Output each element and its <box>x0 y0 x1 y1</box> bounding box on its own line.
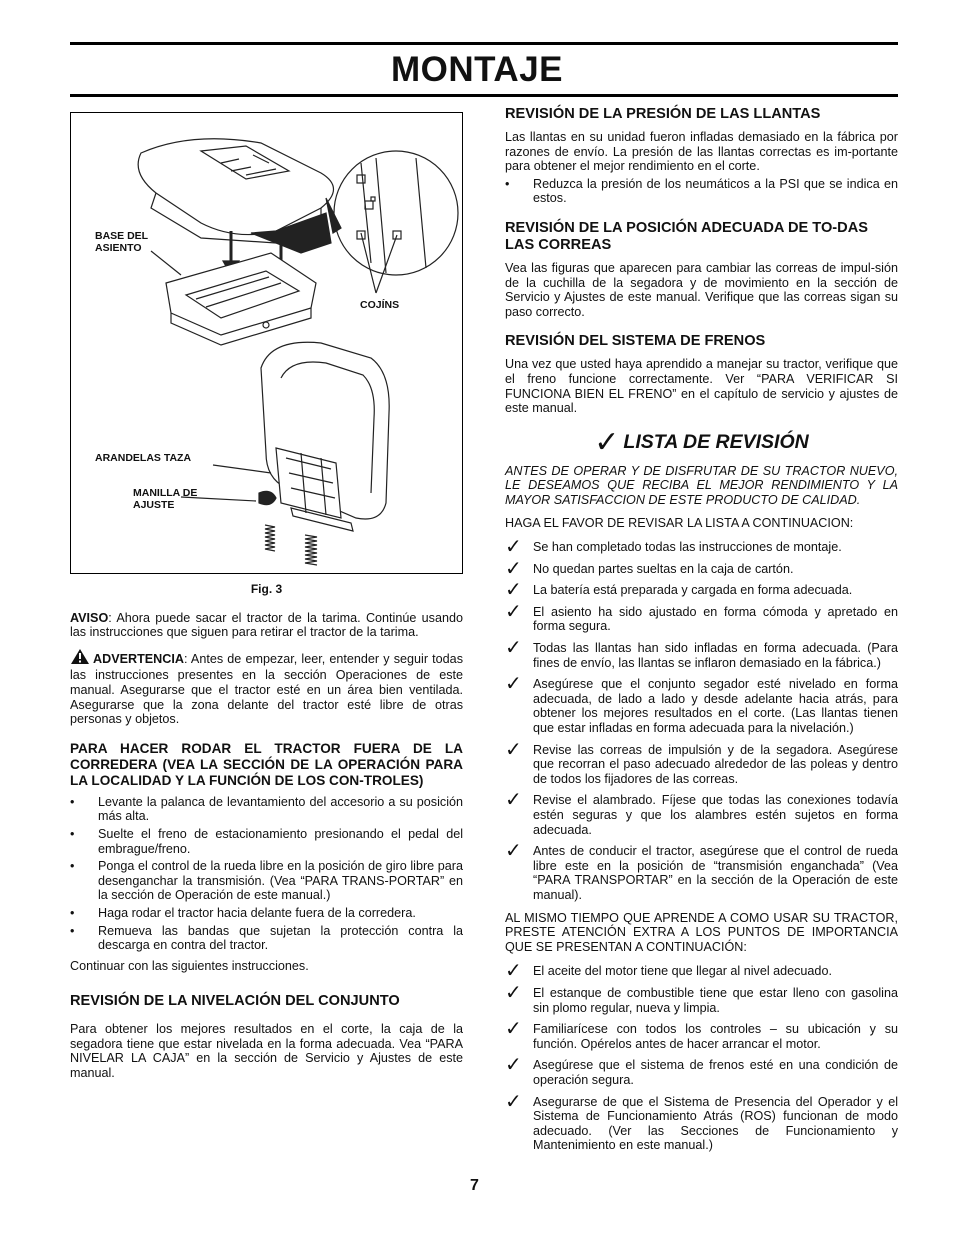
list-item: • Reduzca la presión de los neumáticos a la PSI que se indica en estos. <box>505 177 898 206</box>
advertencia-text: : Antes de empezar, leer, entender y seguir todas las instrucciones presentes en la sección Operaciones de este manual. Asegurarse que el tractor esté en un área bien ventilada. Asegurarse que la zona delante del tractor esté libre de otras personas y objetos. <box>70 651 463 727</box>
checklist-item: ✓ Todas las llantas han sido infladas en forma adecuada. (Para fines de envío, las llantas se inflaron demasiado en la fábrica.) <box>505 637 898 670</box>
list-item: • Ponga el control de la rueda libre en la posición de giro libre para desenganchar la transmisión. (Vea “PARA TRANS-PORTAR” en la sección de Operación de este manual.) <box>70 859 463 903</box>
checkmark-icon: ✓ <box>505 960 522 983</box>
checkmark-icon: ✓ <box>505 1018 522 1041</box>
checklist-item: ✓ Antes de conducir el tractor, asegúrese que el control de rueda libre este en la posición de “transmisión enganchada” (Vea “PARA TRANSPORTAR” en la sección de la Operación de este manual). <box>505 840 898 902</box>
figure-3 <box>70 112 463 574</box>
belt-text: Vea las figuras que aparecen para cambiar las correas de impul-sión de la cuchilla de la segadora y de movimiento en la sección de Servicio y Ajustes de este manual. Verifique que las correas sigan su paso correcto. <box>505 260 898 319</box>
label-seat-base: BASE DEL ASIENTO <box>95 230 149 254</box>
checklist-item: ✓ Revise las correas de impulsión y de la segadora. Asegúrese que recorran el paso adecuado alrededor de las poleas y dentro de todos los fijadores de las correas. <box>505 738 898 786</box>
advertencia-label: ADVERTENCIA <box>93 651 184 666</box>
continue-text: Continuar con las siguientes instrucciones. <box>70 958 309 973</box>
checkmark-icon: ✓ <box>505 536 522 559</box>
checkmark-icon: ✓ <box>505 981 522 1004</box>
label-cushions: COJÍNS <box>360 299 400 311</box>
checkmark-icon: ✓ <box>505 789 522 812</box>
checklist-item: ✓ Asegurarse de que el Sistema de Presencia del Operador y el Sistema de Funcionamiento Atrás (ROS) funcionan de modo adecuado. (Ver las Secciones de Funcionamiento y Mantenimiento en este manual.) <box>505 1090 898 1153</box>
checkmark-icon: ✓ <box>505 637 522 660</box>
checkmark-icon: ✓ <box>594 425 620 459</box>
checkmark-icon: ✓ <box>505 673 522 696</box>
checklist-item: ✓ Asegúrese que el conjunto segador esté nivelado en forma adecuada, de lado a lado y desde adelante hacia atrás, para obtener los mejores resultados en el corte. (Las llantas tienen que estar infladas en forma adecuada para la nivelación.) <box>505 673 898 736</box>
leveling-text: Para obtener los mejores resultados en el corte, la caja de la segadora tiene que estar nivelada en la forma adecuada. Vea “PARA NIVELAR LA CAJA” en la sección de Servicio y Ajustes de este manual. <box>70 1022 463 1081</box>
list-item: • Suelte el freno de estacionamiento presionando el pedal del embrague/freno. <box>70 827 463 856</box>
tire-pressure-heading: REVISIÓN DE LA PRESIÓN DE LAS LLANTAS <box>505 106 821 122</box>
list-item: • Remueva las bandas que sujetan la protección contra la descarga en contra del tractor. <box>70 924 463 953</box>
push-steps-list <box>70 795 463 953</box>
checklist-item: ✓ El asiento ha sido ajustado en forma cómoda y apretado en forma segura. <box>505 600 898 634</box>
left-column <box>70 112 463 1089</box>
title-rule <box>70 94 898 97</box>
checklist-item: ✓ Asegúrese que el sistema de frenos esté en una condición de operación segura. <box>505 1054 898 1087</box>
checklist-item: ✓ Se han completado todas las instrucciones de montaje. <box>505 536 842 559</box>
tire-bullet-list <box>505 177 898 206</box>
checkmark-icon: ✓ <box>505 1054 522 1077</box>
learn-lead: AL MISMO TIEMPO QUE APRENDE A COMO USAR SU TRACTOR, PRESTE ATENCIÓN EXTRA A LOS PUNTOS DE IMPORTANCIA QUE SE PRESENTAN A CONTINUACIÓN: <box>505 910 898 954</box>
label-cup-washers: ARANDELAS TAZA <box>95 452 192 464</box>
checkmark-icon: ✓ <box>505 1090 522 1113</box>
top-rule <box>70 42 898 45</box>
checklist-title <box>505 425 898 459</box>
tire-pressure-text: Las llantas en su unidad fueron infladas demasiado en la fábrica por razones de envío. La presión de las llantas correctas es im-portante para obtener el mejor rendimiento en el corte. <box>505 130 898 174</box>
checklist-lead: HAGA EL FAVOR DE REVISAR LA LISTA A CONTINUACION: <box>505 515 854 530</box>
aviso-label: AVISO <box>70 610 109 625</box>
brake-text: Una vez que usted haya aprendido a manejar su tractor, verifique que el freno funcione correctamente. Ver “PARA VERIFICAR SI FUNCIONA BIEN EL FRENO” en el capítulo de servicio y ajustes de este manual. <box>505 357 898 416</box>
checklist-item: ✓ No quedan partes sueltas en la caja de cartón. <box>505 557 794 580</box>
checkmark-icon: ✓ <box>505 840 522 863</box>
aviso-paragraph <box>70 611 463 640</box>
checklist-item: ✓ El aceite del motor tiene que llegar al nivel adecuado. <box>505 960 832 983</box>
label-adjust-knob: MANILLA DE AJUSTE <box>133 487 198 511</box>
checklist-item: ✓ La batería está preparada y cargada en forma adecuada. <box>505 579 853 602</box>
warning-icon <box>70 648 90 669</box>
seat-assembly-illustration <box>71 113 462 573</box>
checklist-item: ✓ Revise el alambrado. Fíjese que todas las conexiones todavía estén seguras y que los alambres estén sujetos en forma adecuada. <box>505 789 898 837</box>
checklist-intro: ANTES DE OPERAR Y DE DISFRUTAR DE SU TRACTOR NUEVO, LE DESEAMOS QUE RECIBA EL MEJOR RENDIMIENTO Y LA MAYOR SATISFACCION DE ESTE PRODUCTO DE CALIDAD. <box>505 463 898 507</box>
advertencia-paragraph <box>70 648 463 727</box>
brake-heading: REVISIÓN DEL SISTEMA DE FRENOS <box>505 333 766 350</box>
checklist-title-text: LISTA DE REVISIÓN <box>623 431 809 454</box>
checkmark-icon: ✓ <box>505 738 522 761</box>
list-item: • Haga rodar el tractor hacia delante fuera de la corredera. <box>70 906 463 921</box>
checklist-item: ✓ Familiarícese con todos los controles – su ubicación y su función. Opérelos antes de hacer arrancar el motor. <box>505 1018 898 1051</box>
aviso-text: : Ahora puede sacar el tractor de la tarima. Continúe usando las instrucciones que siguen para retirar el tractor de la tarima. <box>70 610 463 640</box>
checkmark-icon: ✓ <box>505 557 522 580</box>
page-number: 7 <box>470 1177 479 1194</box>
right-column <box>505 106 898 1161</box>
learn-checklist <box>505 960 898 1153</box>
checkmark-icon: ✓ <box>505 600 522 623</box>
list-item: • Levante la palanca de levantamiento del accesorio a su posición más alta. <box>70 795 463 824</box>
push-tractor-heading: PARA HACER RODAR EL TRACTOR FUERA DE LA CORREDERA (VEA LA SECCIÓN DE LA OPERACIÓN PARA LA LOCALIDAD Y LA FUNCIÓN DE LOS CON-TROLES) <box>70 740 463 788</box>
belt-heading: REVISIÓN DE LA POSICIÓN ADECUADA DE TO-DAS LAS CORREAS <box>505 219 868 253</box>
checklist-item: ✓ El estanque de combustible tiene que estar lleno con gasolina sin plomo regular, nueva y limpia. <box>505 981 898 1015</box>
checkmark-icon: ✓ <box>505 579 522 602</box>
figure-caption: Fig. 3 <box>250 582 283 596</box>
assembly-checklist <box>505 536 898 902</box>
page-title: MONTAJE <box>390 50 564 89</box>
leveling-heading: REVISIÓN DE LA NIVELACIÓN DEL CONJUNTO <box>70 993 400 1010</box>
